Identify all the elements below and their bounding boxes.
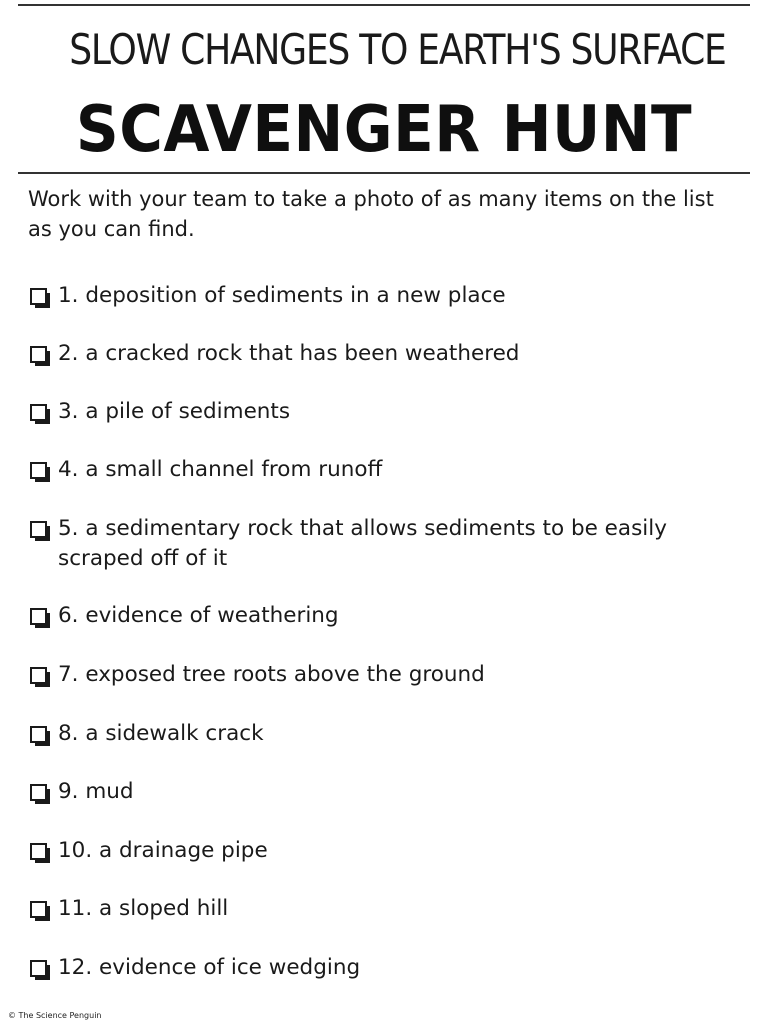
checkbox-icon[interactable] [30, 667, 47, 684]
top-divider [18, 4, 750, 6]
checkbox-icon[interactable] [30, 608, 47, 625]
checkbox-icon[interactable] [30, 726, 47, 743]
checkbox-icon[interactable] [30, 901, 47, 918]
checklist-item-text: 2. a cracked rock that has been weathered [58, 341, 520, 366]
checklist-item [28, 836, 728, 866]
worksheet-subtitle: SLOW CHANGES TO EARTH'S SURFACE [69, 25, 726, 74]
checkbox-icon[interactable] [30, 521, 47, 538]
checklist-item-text: 4. a small channel from runoff [58, 457, 383, 482]
checklist-item-text: 6. evidence of weathering [58, 603, 339, 628]
checklist-item-text: 8. a sidewalk crack [58, 721, 264, 746]
checklist-item [28, 455, 728, 485]
checklist-item [28, 777, 728, 807]
checkbox-icon[interactable] [30, 784, 47, 801]
checkbox-icon[interactable] [30, 843, 47, 860]
checklist-item [28, 953, 728, 983]
worksheet-header [18, 8, 750, 170]
checklist-item [28, 719, 728, 749]
checklist-item [28, 660, 728, 690]
checklist-item [28, 281, 728, 311]
header-divider [18, 172, 750, 174]
copyright-credit: © The Science Penguin [8, 1011, 102, 1020]
checkbox-icon[interactable] [30, 404, 47, 421]
checklist-item-text: 5. a sedimentary rock that allows sediments to be easily scraped off of it [58, 516, 667, 571]
checklist-item-text: 12. evidence of ice wedging [58, 955, 361, 980]
worksheet-title: SCAVENGER HUNT [75, 93, 693, 167]
checklist-item [28, 514, 728, 574]
checklist-item-text: 1. deposition of sediments in a new place [58, 283, 506, 308]
checkbox-icon[interactable] [30, 960, 47, 977]
checklist-item-text: 3. a pile of sediments [58, 399, 291, 424]
checklist-item [28, 601, 728, 631]
instructions-text: Work with your team to take a photo of as many items on the list as you can find. [28, 187, 714, 241]
checkbox-icon[interactable] [30, 346, 47, 363]
checkbox-icon[interactable] [30, 288, 47, 305]
checklist-item [28, 397, 728, 427]
checkbox-icon[interactable] [30, 462, 47, 479]
checklist-item-text: 11. a sloped hill [58, 896, 229, 921]
checklist-item [28, 339, 728, 369]
checklist-item-text: 10. a drainage pipe [58, 838, 268, 863]
checklist-item-text: 9. mud [58, 779, 134, 804]
checklist-item-text: 7. exposed tree roots above the ground [58, 662, 485, 687]
checklist-item [28, 894, 728, 924]
